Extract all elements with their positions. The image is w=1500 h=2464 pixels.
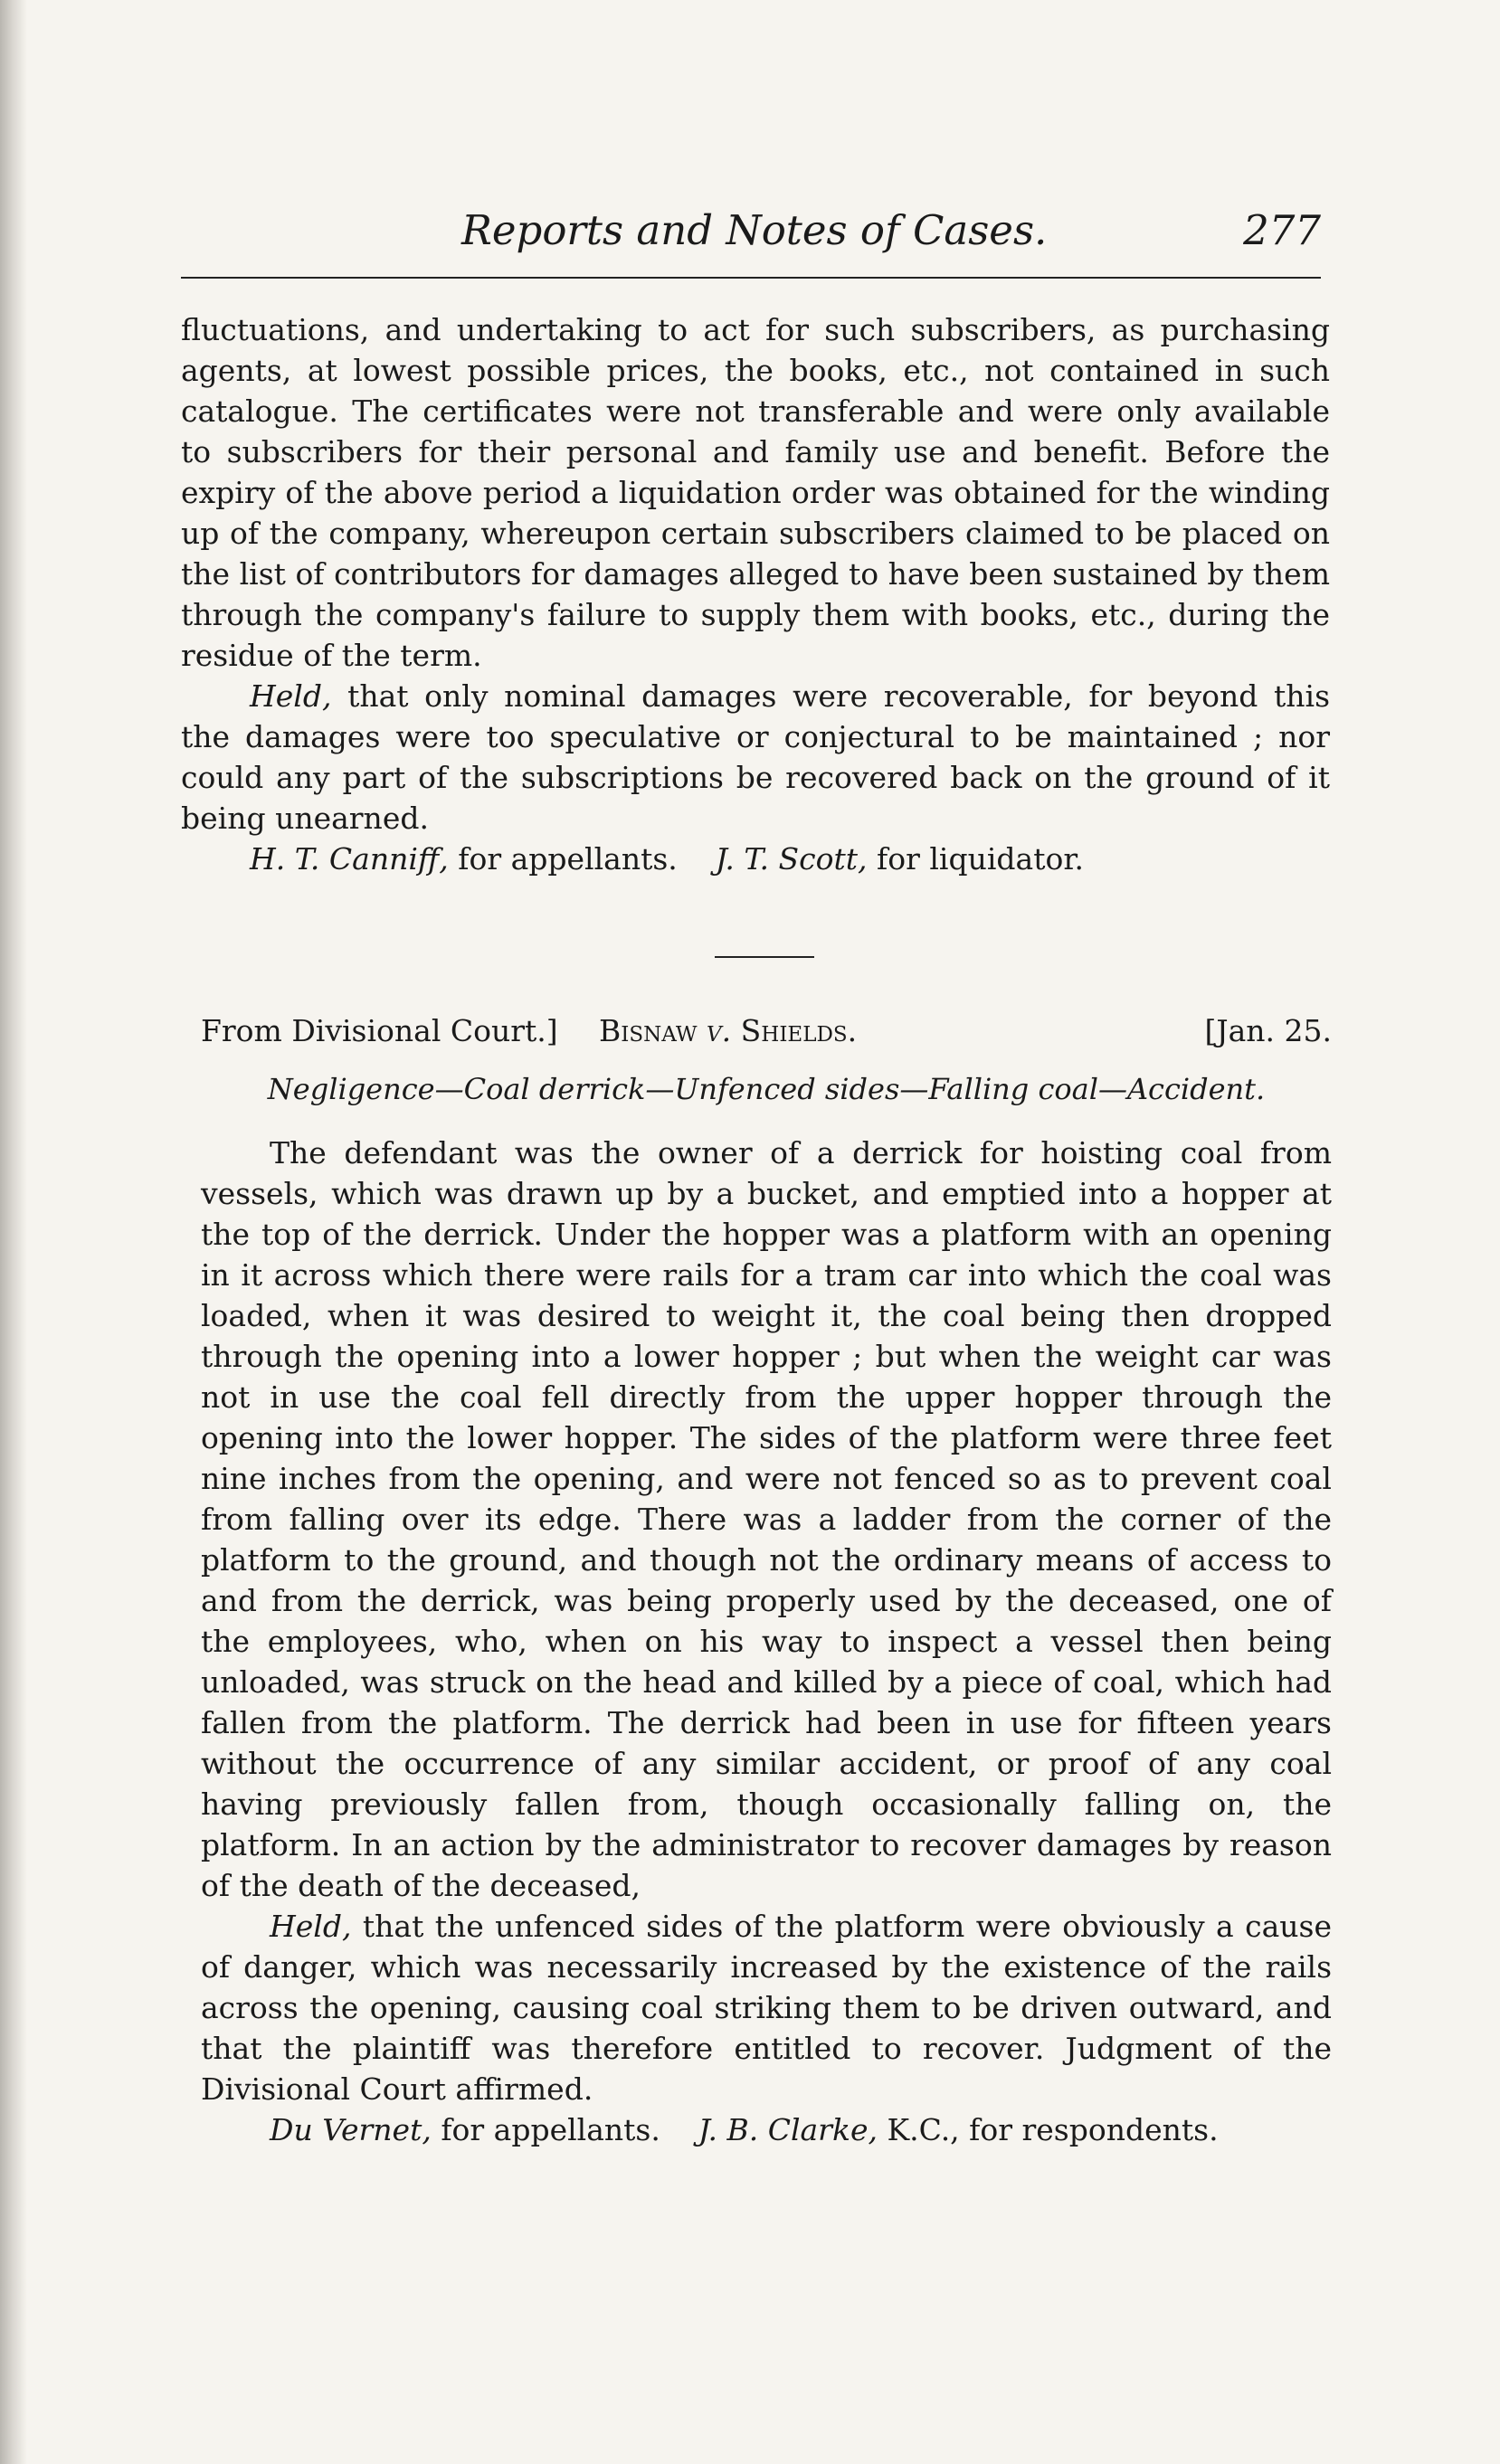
- second-case-paragraph: The defendant was the owner of a derrick for hoisting coal from vessels, which was drawn up by a bucket, and emptied into a hopper at the top of the derrick. Under the hopper was a platform with an opening in it across which there were rails for a tram car into which the coal was loaded, when it was desired to weight it, the coal being then dropped through the opening into a lower hopper ; but when the weight car was not in use the coal fell directly from the upper hopper through the opening into the lower hopper. The sides of the platform were three feet nine inches from the opening, and were not fenced so as to prevent coal from falling over its edge. There was a ladder from the corner of the platform to the ground, and though not the ordinary means of access to and from the derrick, was being properly used by the deceased, one of the employees, who, when on his way to inspect a vessel then being unloaded, was struck on the head and killed by a piece of coal, which had fallen from the platform. The derrick had been in use for fifteen years without the occurrence of any similar accident, or proof of any coal having previously fallen from, though occasionally falling on, the platform. In an action by the administrator to recover damages by reason of the death of the deceased,: [201, 1135, 1332, 1903]
- held-label: Held,: [250, 678, 332, 714]
- party-defendant: Shields.: [740, 1013, 858, 1048]
- case-heading: [201, 1013, 1332, 1054]
- held-text: that the unfenced sides of the platform were obviously a cause of danger, which was necessarily increased by the existence of the rails across the opening, causing coal striking them to be driven outward, and that the plaintiff was therefore entitled to recover. Judgment of the Divisional Court affirmed.: [201, 1909, 1332, 2107]
- versus: v.: [707, 1013, 732, 1048]
- first-case-counsel: [181, 839, 1330, 879]
- header-rule: [181, 277, 1321, 279]
- case-name: [599, 1013, 857, 1048]
- held-text: that only nominal damages were recoverable, for beyond this the damages were too speculative or conjectural to be maintained ; nor could any part of the subscriptions be recovered back on the ground of it being unearned.: [181, 678, 1330, 836]
- page-number: 277: [1243, 206, 1321, 254]
- case-court: From Divisional Court.]: [201, 1013, 558, 1048]
- scan-edge-shadow: [0, 0, 27, 2464]
- counsel-role: for appellants.: [431, 2112, 660, 2147]
- counsel-name: J. T. Scott,: [715, 841, 868, 877]
- page-header: [181, 206, 1321, 270]
- counsel-role: K.C., for respondents.: [877, 2112, 1219, 2147]
- second-case-body: [201, 1132, 1332, 2150]
- counsel-name: H. T. Canniff,: [250, 841, 449, 877]
- second-case-holding: [201, 1906, 1332, 2109]
- case-subject: Negligence—Coal derrick—Unfenced sides—Falling coal—Accident.: [267, 1072, 1266, 1106]
- counsel-role: for liquidator.: [867, 841, 1084, 877]
- counsel-role: for appellants.: [448, 841, 678, 877]
- first-case-paragraph: fluctuations, and undertaking to act for such subscribers, as purchasing agents, at lowest possible prices, the books, etc., not contained in such catalogue. The certificates were not transferable and were only available to subscribers for their personal and family use and benefit. Before the expiry of the above period a liquidation order was obtained for the winding up of the company, whereupon certain subscribers claimed to be placed on the list of contributors for damages alleged to have been sustained by them through the company's failure to supply them with books, etc., during the residue of the term.: [181, 312, 1330, 673]
- second-case-counsel: [201, 2109, 1332, 2150]
- party-plaintiff: Bisnaw: [599, 1013, 698, 1048]
- section-separator: [715, 956, 814, 958]
- held-label: Held,: [270, 1909, 352, 1944]
- running-title: Reports and Notes of Cases.: [461, 206, 1048, 254]
- case-date: [Jan. 25.: [1204, 1013, 1332, 1048]
- first-case-body: [181, 309, 1330, 879]
- counsel-name: Du Vernet,: [270, 2112, 432, 2147]
- first-case-holding: [181, 676, 1330, 839]
- counsel-name: J. B. Clarke,: [698, 2112, 878, 2147]
